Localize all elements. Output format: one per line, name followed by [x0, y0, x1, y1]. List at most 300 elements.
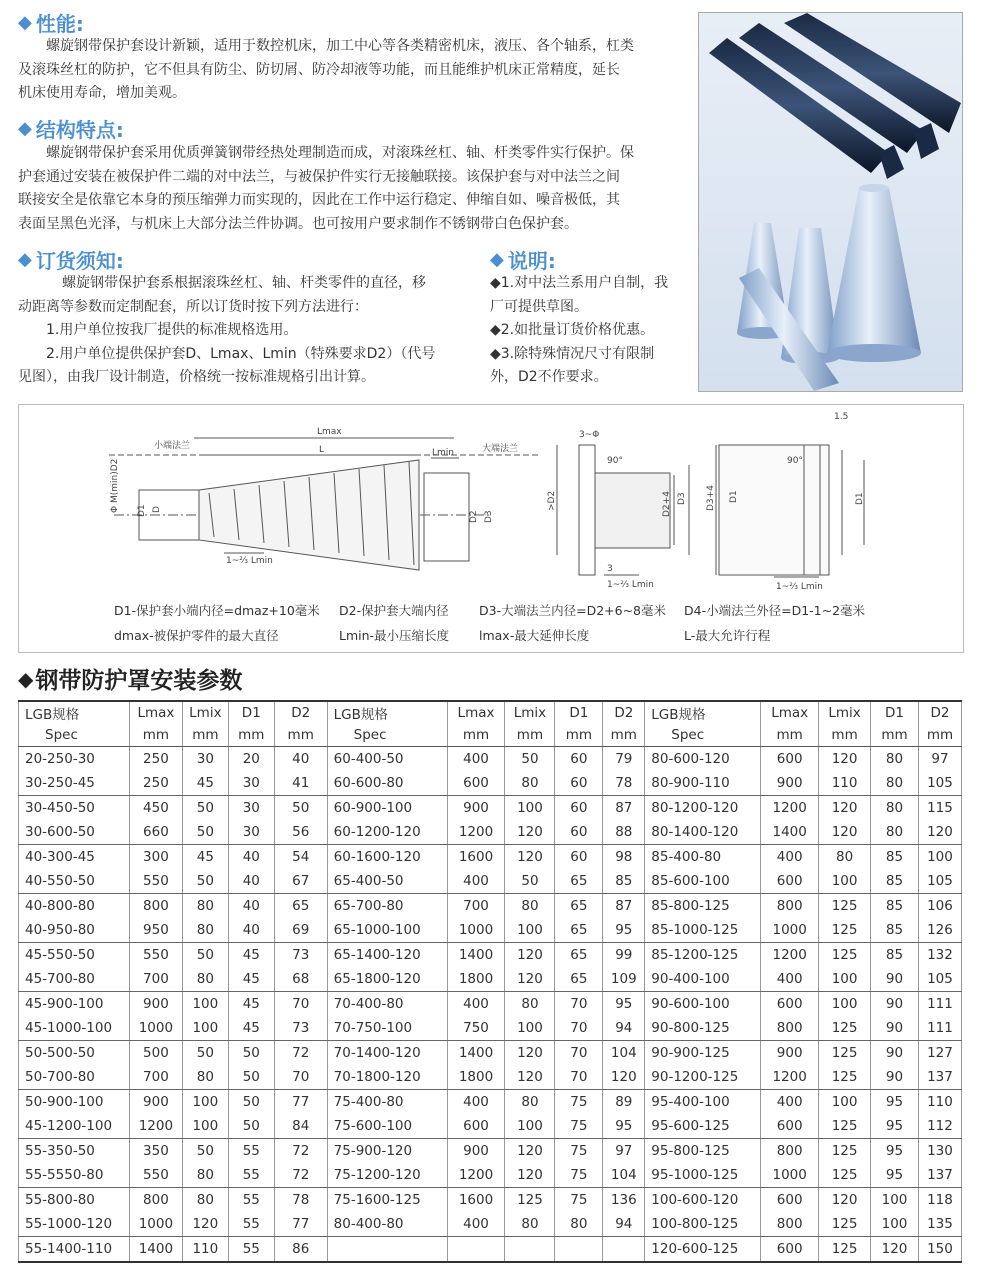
column-header: LGB规格: [19, 701, 130, 724]
legend-l: L-最大允许行程: [684, 628, 771, 643]
table-cell: 111: [918, 1016, 961, 1041]
table-cell: 40: [228, 894, 274, 919]
table-cell: 60: [555, 771, 603, 796]
table-cell: 1000: [761, 1163, 819, 1188]
table-cell: 150: [918, 1237, 961, 1263]
table-cell: 75: [555, 1139, 603, 1164]
table-cell: 1200: [129, 1114, 182, 1139]
table-cell: 56: [274, 820, 327, 845]
column-header: Lmix: [505, 701, 555, 724]
table-cell: 55: [228, 1163, 274, 1188]
table-cell: 30: [228, 771, 274, 796]
table-cell: 750: [447, 1016, 505, 1041]
table-cell: 20: [228, 747, 274, 772]
table-cell: 70: [555, 992, 603, 1017]
column-header: Lmax: [761, 701, 819, 724]
table-cell: 800: [761, 894, 819, 919]
table-cell: 45: [228, 992, 274, 1017]
table-cell: 1800: [447, 967, 505, 992]
table-cell: 80: [871, 796, 919, 821]
table-cell: 80: [555, 1212, 603, 1237]
table-cell: 75-600-100: [327, 1114, 447, 1139]
table-cell: 85: [603, 869, 645, 894]
table-cell: 104: [603, 1041, 645, 1066]
table-cell: 950: [129, 918, 182, 943]
table-cell: 125: [819, 1114, 871, 1139]
table-cell: 1400: [129, 1237, 182, 1263]
table-cell: 41: [274, 771, 327, 796]
table-cell: 50-900-100: [19, 1090, 130, 1115]
column-unit: mm: [871, 724, 919, 747]
legend-d2: D2-保护套大端内径: [339, 603, 449, 618]
table-cell: 20-250-30: [19, 747, 130, 772]
table-cell: 125: [819, 1237, 871, 1263]
d1-right-label: D1: [855, 492, 865, 505]
table-cell: 45-1200-100: [19, 1114, 130, 1139]
legend-lmin: Lmin-最小压缩长度: [339, 628, 450, 643]
table-cell: 80: [871, 820, 919, 845]
table-cell: 30-250-45: [19, 771, 130, 796]
table-cell: 80: [182, 967, 228, 992]
table-cell: 100: [505, 1016, 555, 1041]
column-unit: mm: [603, 724, 645, 747]
table-cell: 600: [447, 1114, 505, 1139]
table-cell: 111: [918, 992, 961, 1017]
table-cell: 400: [761, 1090, 819, 1115]
table-cell: 72: [274, 1139, 327, 1164]
table-row: [19, 1090, 962, 1115]
legend-d4: D4-小端法兰外径=D1-1~2毫米: [684, 603, 866, 618]
notes-text: ◆1.对中法兰系用户自制，我 厂可提供草图。 ◆2.如批量订货价格优惠。 ◆3.除特殊情况尺寸有限制 外，D2不作要求。: [490, 275, 669, 385]
table-cell: 550: [129, 1163, 182, 1188]
performance-title: ◆ 性能:: [18, 12, 84, 36]
table-cell: 125: [819, 1212, 871, 1237]
table-cell: 89: [603, 1090, 645, 1115]
table-cell: 1200: [447, 820, 505, 845]
table-cell: 40-300-45: [19, 845, 130, 870]
table-cell: 1400: [447, 1041, 505, 1066]
table-cell: 1200: [447, 1163, 505, 1188]
table-cell: 600: [447, 771, 505, 796]
column-unit: mm: [555, 724, 603, 747]
table-cell: 75: [555, 1188, 603, 1213]
spec-table: [18, 700, 962, 1263]
table-cell: 120: [819, 1188, 871, 1213]
table-cell: 100-800-125: [645, 1212, 761, 1237]
table-cell: 136: [603, 1188, 645, 1213]
table-cell: 132: [918, 943, 961, 968]
table-cell: 90: [871, 967, 919, 992]
table-row: [19, 820, 962, 845]
table-cell: 90-1200-125: [645, 1065, 761, 1090]
table-cell: 90-800-125: [645, 1016, 761, 1041]
table-cell: 800: [761, 1212, 819, 1237]
large-flange-label: 大端法兰: [482, 444, 519, 454]
legend-lmax: lmax-最大延伸长度: [479, 628, 590, 643]
table-cell: 70-1800-120: [327, 1065, 447, 1090]
table-row: [19, 869, 962, 894]
table-cell: 118: [918, 1188, 961, 1213]
table-cell: 135: [918, 1212, 961, 1237]
table-cell: 110: [918, 1090, 961, 1115]
table-cell: 100: [819, 992, 871, 1017]
column-header: LGB规格: [645, 701, 761, 724]
table-cell: 130: [918, 1139, 961, 1164]
table-cell: 125: [819, 1163, 871, 1188]
table-cell: 88: [603, 820, 645, 845]
table-cell: 55-1400-110: [19, 1237, 130, 1263]
table-cell: 120: [819, 820, 871, 845]
table-row: [19, 943, 962, 968]
table-cell: 95-800-125: [645, 1139, 761, 1164]
table-cell: 126: [918, 918, 961, 943]
table-cell: 600: [761, 1114, 819, 1139]
table-cell: 800: [761, 1016, 819, 1041]
table-cell: 109: [603, 967, 645, 992]
table-cell: 137: [918, 1065, 961, 1090]
table-row: [19, 992, 962, 1017]
table-cell: 85: [871, 845, 919, 870]
table-cell: 65-1400-120: [327, 943, 447, 968]
table-row: [19, 894, 962, 919]
table-cell: 85-600-100: [645, 869, 761, 894]
angle-90-right-label: 90°: [787, 456, 803, 466]
table-cell: 80: [182, 894, 228, 919]
table-cell: 120-600-125: [645, 1237, 761, 1263]
table-cell: 55: [228, 1188, 274, 1213]
table-cell: 50: [228, 1090, 274, 1115]
table-cell: 68: [274, 967, 327, 992]
small-flange-label: 小端法兰: [154, 441, 191, 451]
table-cell: 1000: [129, 1016, 182, 1041]
table-cell: 73: [274, 1016, 327, 1041]
table-cell: 80: [505, 894, 555, 919]
table-cell: 105: [918, 869, 961, 894]
table-cell: 60-1600-120: [327, 845, 447, 870]
table-cell: 65-1000-100: [327, 918, 447, 943]
d1-flange-label: D1: [729, 490, 739, 503]
table-cell: 80-900-110: [645, 771, 761, 796]
table-title: ◆ 钢带防护罩安装参数: [18, 666, 243, 694]
lmin-label: Lmin: [432, 448, 454, 458]
table-cell: 1800: [447, 1065, 505, 1090]
table-cell: 94: [603, 1016, 645, 1041]
table-cell: 120: [505, 967, 555, 992]
table-cell: 800: [129, 1188, 182, 1213]
table-cell: 79: [603, 747, 645, 772]
table-cell: 30: [228, 820, 274, 845]
table-cell: 600: [761, 747, 819, 772]
table-cell: 60-400-50: [327, 747, 447, 772]
table-cell: 600: [761, 1237, 819, 1263]
table-cell: 65-400-50: [327, 869, 447, 894]
table-cell: 120: [819, 796, 871, 821]
table-cell: 700: [447, 894, 505, 919]
table-cell: 87: [603, 796, 645, 821]
table-cell: 95: [603, 918, 645, 943]
column-unit: mm: [505, 724, 555, 747]
table-cell: 78: [603, 771, 645, 796]
table-cell: 72: [274, 1163, 327, 1188]
table-cell: 104: [603, 1163, 645, 1188]
table-cell: 60-900-100: [327, 796, 447, 821]
table-cell: 75-1600-125: [327, 1188, 447, 1213]
table-cell: 90: [871, 1016, 919, 1041]
table-cell: 45: [182, 771, 228, 796]
table-cell: 700: [129, 1065, 182, 1090]
table-cell: 500: [129, 1041, 182, 1066]
table-cell: 97: [603, 1139, 645, 1164]
table-cell: 110: [819, 771, 871, 796]
structure-title: ◆ 结构特点:: [18, 118, 124, 142]
table-cell: 70: [274, 1065, 327, 1090]
table-cell: 85: [871, 918, 919, 943]
table-cell: 120: [505, 1041, 555, 1066]
table-cell: 60-1200-120: [327, 820, 447, 845]
table-cell: 400: [447, 869, 505, 894]
column-header: Lmax: [447, 701, 505, 724]
table-cell: 40: [228, 845, 274, 870]
table-cell: 127: [918, 1041, 961, 1066]
legend-dmax: dmax-被保护零件的最大直径: [114, 628, 279, 643]
table-cell: 1000: [129, 1212, 182, 1237]
table-cell: 95: [603, 992, 645, 1017]
table-cell: 120: [819, 747, 871, 772]
table-cell: 40-550-50: [19, 869, 130, 894]
column-header: Lmax: [129, 701, 182, 724]
d2-label: D2: [469, 510, 479, 523]
ordering-title: ◆ 订货须知:: [18, 249, 124, 273]
table-cell: 105: [918, 967, 961, 992]
table-cell: 110: [182, 1237, 228, 1263]
d1-label: D1: [137, 504, 147, 517]
table-cell: 120: [603, 1065, 645, 1090]
performance-text: 螺旋钢带保护套设计新颖，适用于数控机床，加工中心等各类精密机床，液压、各个轴系，杠类 及滚珠丝杠的防护，它不但具有防尘、防切屑、防冷却液等功能，而且能维护机床正常精度，延长 机床使用寿命，增加美观。: [18, 38, 634, 101]
table-cell: 100: [505, 918, 555, 943]
table-cell: 120: [182, 1212, 228, 1237]
table-cell: 900: [129, 1090, 182, 1115]
table-cell: 75-900-120: [327, 1139, 447, 1164]
table-cell: 80: [505, 1090, 555, 1115]
table-row: [19, 967, 962, 992]
table-cell: 125: [819, 894, 871, 919]
table-cell: 87: [603, 894, 645, 919]
table-cell: 125: [819, 1139, 871, 1164]
column-header: D2: [918, 701, 961, 724]
table-cell: 95: [871, 1139, 919, 1164]
d2-plus-4-label: D2+4: [662, 491, 672, 517]
table-cell: 95-600-125: [645, 1114, 761, 1139]
structure-text: 螺旋钢带保护套采用优质弹簧钢带经热处理制造而成，对滚珠丝杠、轴、杆类零件实行保护。保 护套通过安装在被保护件二端的对中法兰，与被保护件实行无接触联接。该保护套与对中法兰之间 联接安全是依靠它本身的预压缩弹力而实现的，因此在工作中运行稳定、伸缩自如、噪音极低，其 表面呈黑色光泽，与机床上大部分法兰件协调。也可按用户要求制作不锈钢带白色保护套。: [18, 145, 634, 232]
table-cell: 100: [819, 869, 871, 894]
table-cell: 90: [871, 1065, 919, 1090]
table-cell: 600: [761, 1188, 819, 1213]
table-cell: [505, 1237, 555, 1263]
table-cell: 75-1200-120: [327, 1163, 447, 1188]
table-cell: 50: [228, 1041, 274, 1066]
column-header: D1: [555, 701, 603, 724]
table-cell: 65-1800-120: [327, 967, 447, 992]
table-cell: 400: [447, 747, 505, 772]
d3-label: D3: [484, 510, 494, 523]
table-row: [19, 1065, 962, 1090]
table-row: [19, 1188, 962, 1213]
table-cell: 86: [274, 1237, 327, 1263]
column-unit: mm: [761, 724, 819, 747]
table-cell: 50: [182, 796, 228, 821]
table-cell: 97: [918, 747, 961, 772]
table-cell: 100: [182, 1016, 228, 1041]
table-cell: 55-800-80: [19, 1188, 130, 1213]
table-cell: 1000: [447, 918, 505, 943]
table-cell: 55: [228, 1212, 274, 1237]
table-cell: 112: [918, 1114, 961, 1139]
legend-d1: D1-保护套小端内径=dmaz+10毫米: [114, 603, 320, 618]
table-cell: 80: [871, 747, 919, 772]
table-cell: 120: [505, 1139, 555, 1164]
table-cell: 400: [447, 992, 505, 1017]
table-cell: 40: [228, 869, 274, 894]
d3-flange-label: D3: [677, 492, 687, 505]
table-cell: 250: [129, 747, 182, 772]
table-row: [19, 1016, 962, 1041]
table-cell: 80: [505, 992, 555, 1017]
table-row: [19, 1237, 962, 1263]
table-cell: 125: [819, 1016, 871, 1041]
gt-d2-label: >D2: [547, 490, 557, 511]
table-cell: 50: [228, 1065, 274, 1090]
table-cell: 50-500-50: [19, 1041, 130, 1066]
table-cell: 100: [871, 1188, 919, 1213]
table-cell: 900: [447, 1139, 505, 1164]
diamond-icon: ◆: [18, 666, 34, 691]
table-cell: 1200: [761, 943, 819, 968]
table-cell: 400: [761, 967, 819, 992]
table-cell: 550: [129, 943, 182, 968]
table-cell: 125: [819, 918, 871, 943]
table-cell: 100-600-120: [645, 1188, 761, 1213]
table-cell: [603, 1237, 645, 1263]
table-cell: 55-350-50: [19, 1139, 130, 1164]
table-cell: 65: [555, 869, 603, 894]
lmax-label: Lmax: [317, 427, 342, 437]
table-cell: 800: [129, 894, 182, 919]
table-cell: 55-1000-120: [19, 1212, 130, 1237]
lmin-fraction-label-3: 1~⅔ Lmin: [776, 582, 823, 592]
table-row: [19, 747, 962, 772]
legend-d3: D3-大端法兰内径=D2+6~8毫米: [479, 603, 666, 618]
table-cell: 100: [182, 992, 228, 1017]
table-cell: 85-800-125: [645, 894, 761, 919]
table-cell: 125: [819, 1041, 871, 1066]
table-cell: 95: [871, 1114, 919, 1139]
table-cell: 60: [555, 820, 603, 845]
table-cell: 60-600-80: [327, 771, 447, 796]
notes-title: ◆ 说明:: [490, 249, 556, 273]
table-row: [19, 918, 962, 943]
table-cell: 250: [129, 771, 182, 796]
table-row: [19, 1114, 962, 1139]
table-cell: 45: [228, 943, 274, 968]
table-cell: 660: [129, 820, 182, 845]
column-unit: mm: [182, 724, 228, 747]
d-label: D: [152, 506, 162, 513]
table-cell: 125: [505, 1188, 555, 1213]
table-cell: 100: [871, 1212, 919, 1237]
table-cell: 300: [129, 845, 182, 870]
table-cell: 80: [182, 1065, 228, 1090]
diamond-icon: ◆: [18, 249, 32, 270]
table-cell: 65-700-80: [327, 894, 447, 919]
table-cell: 45-550-50: [19, 943, 130, 968]
table-cell: 80: [182, 1163, 228, 1188]
table-cell: 75-400-80: [327, 1090, 447, 1115]
table-cell: 400: [761, 845, 819, 870]
table-cell: 77: [274, 1212, 327, 1237]
column-unit: mm: [228, 724, 274, 747]
table-cell: 80: [871, 771, 919, 796]
table-cell: 60: [555, 796, 603, 821]
table-cell: 70: [555, 1016, 603, 1041]
table-cell: 45: [228, 1016, 274, 1041]
column-header: Lmix: [819, 701, 871, 724]
table-cell: 80: [505, 1212, 555, 1237]
table-cell: 90-400-100: [645, 967, 761, 992]
table-cell: 100: [505, 1114, 555, 1139]
one-half-label: 1.5: [834, 412, 849, 422]
table-cell: 75: [555, 1090, 603, 1115]
table-cell: 120: [871, 1237, 919, 1263]
column-header: LGB规格: [327, 701, 447, 724]
table-cell: 85: [871, 894, 919, 919]
table-cell: 55: [228, 1139, 274, 1164]
table-cell: 120: [505, 943, 555, 968]
table-cell: 80-1200-120: [645, 796, 761, 821]
table-cell: 95-1000-125: [645, 1163, 761, 1188]
table-cell: 75: [555, 1114, 603, 1139]
table-cell: 105: [918, 771, 961, 796]
table-cell: 600: [761, 869, 819, 894]
table-cell: 65: [274, 894, 327, 919]
table-row: [19, 771, 962, 796]
table-cell: 50: [182, 820, 228, 845]
angle-90-label: 90°: [607, 456, 623, 466]
column-unit: mm: [129, 724, 182, 747]
ordering-text: 螺旋钢带保护套系根据滚珠丝杠、轴、杆类零件的直径，移 动距离等参数而定制配套，所以订货时按下列方法进行： 1.用户单位按我厂提供的标准规格选用。 2.用户单位提供保护套D、Lmax、Lmin（特殊要求D2）（代号 见图），由我厂设计制造，价格统一按标准规格引出计算。: [18, 275, 436, 385]
table-cell: 45: [182, 845, 228, 870]
table-cell: 95: [871, 1090, 919, 1115]
d3-plus-4-label: D3+4: [706, 485, 716, 511]
lmin-fraction-label-2: 1~⅔ Lmin: [607, 580, 654, 590]
table-cell: 100: [918, 845, 961, 870]
table-cell: 85: [871, 869, 919, 894]
table-cell: 1200: [761, 1065, 819, 1090]
column-unit: mm: [819, 724, 871, 747]
table-row: [19, 1139, 962, 1164]
table-cell: 45-700-80: [19, 967, 130, 992]
table-cell: 50: [228, 1114, 274, 1139]
three-phi-label: 3~Φ: [579, 430, 600, 440]
table-cell: 125: [819, 1065, 871, 1090]
table-cell: 70-1400-120: [327, 1041, 447, 1066]
table-cell: 106: [918, 894, 961, 919]
table-cell: 90: [871, 992, 919, 1017]
table-cell: 40-800-80: [19, 894, 130, 919]
l-label: L: [319, 445, 325, 455]
lmin-fraction-label: 1~⅔ Lmin: [226, 556, 273, 566]
table-cell: 350: [129, 1139, 182, 1164]
table-cell: 120: [505, 1065, 555, 1090]
